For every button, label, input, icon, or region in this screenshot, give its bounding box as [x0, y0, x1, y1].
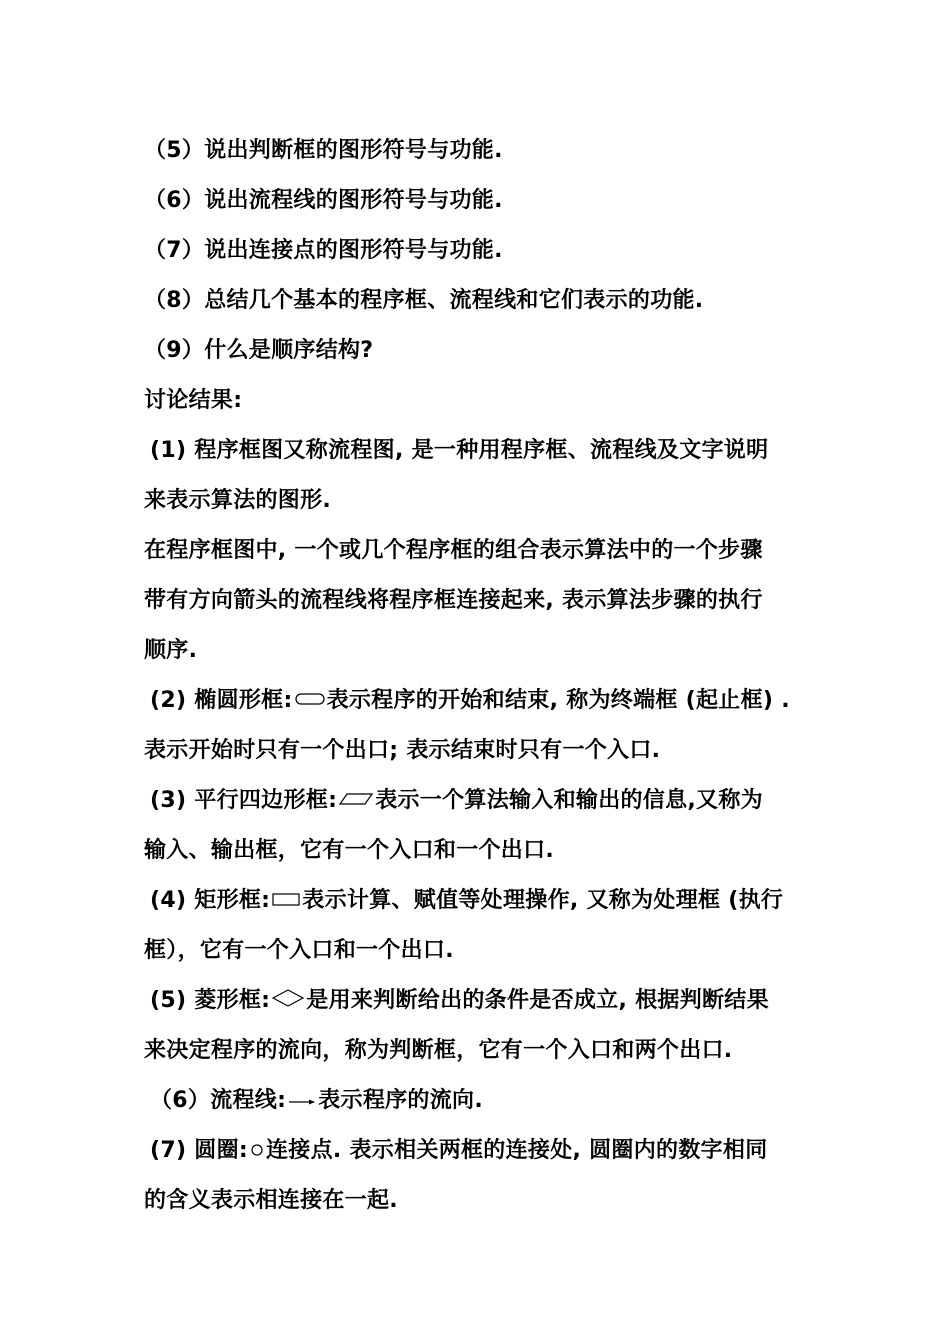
parallelogram-symbol-icon [339, 786, 373, 816]
answer-1-line-2: 来表示算法的图形. [144, 488, 332, 513]
answer-2-line-2: 表示开始时只有一个出口; 表示结束时只有一个入口. [144, 738, 661, 763]
arrow-symbol-icon [288, 1086, 316, 1116]
answer-6-label: （6）流程线: [150, 1088, 287, 1113]
answer-6-text: 表示程序的流向. [318, 1088, 483, 1113]
answer-4-label: (4) 矩形框: [150, 888, 271, 913]
answer-3-text: 表示一个算法输入和输出的信息,又称为 [375, 788, 763, 813]
answer-1-line-3: 在程序框图中, 一个或几个程序框的组合表示算法中的一个步骤 [144, 538, 763, 563]
answer-7-line-1 [150, 1136, 768, 1166]
answer-7-text: 连接点. 表示相关两框的连接处, 圆圈内的数字相同 [265, 1138, 768, 1163]
answer-4-line-1 [150, 886, 783, 916]
answer-2-text: 表示程序的开始和结束, 称为终端框 (起止框) . [326, 688, 790, 713]
answer-1-line-5: 顺序. [144, 638, 198, 663]
question-6: （6）说出流程线的图形符号与功能. [144, 188, 503, 213]
answer-7-label: (7) 圆圈: [150, 1138, 248, 1163]
answer-5-line-2: 来决定程序的流向，称为判断框，它有一个入口和两个出口. [144, 1038, 733, 1063]
question-5: （5）说出判断框的图形符号与功能. [144, 138, 503, 163]
answer-4-text: 表示计算、赋值等处理操作, 又称为处理框 (执行 [302, 888, 784, 913]
answer-5-label: (5) 菱形框: [150, 988, 271, 1013]
rectangle-symbol-icon [272, 886, 300, 916]
answer-3-label: (3) 平行四边形框: [150, 788, 338, 813]
discussion-heading: 讨论结果: [144, 388, 243, 413]
answer-4-line-2: 框），它有一个入口和一个出口. [144, 938, 454, 963]
diamond-symbol-icon [272, 986, 304, 1016]
answer-5-text: 是用来判断给出的条件是否成立, 根据判断结果 [306, 988, 769, 1013]
answer-1-line-1: (1) 程序框图又称流程图, 是一种用程序框、流程线及文字说明 [150, 438, 769, 463]
answer-7-line-2: 的含义表示相连接在一起. [144, 1188, 398, 1213]
question-8: （8）总结几个基本的程序框、流程线和它们表示的功能. [144, 288, 704, 313]
answer-1-line-4: 带有方向箭头的流程线将程序框连接起来, 表示算法步骤的执行 [144, 588, 763, 613]
answer-3-line-2: 输入、输出框，它有一个入口和一个出口. [144, 838, 555, 863]
answer-6-line-1 [150, 1086, 483, 1116]
answer-2-label: (2) 椭圆形框: [150, 688, 293, 713]
circle-symbol-icon [250, 1136, 264, 1166]
answer-3-line-1 [150, 786, 763, 816]
answer-5-line-1 [150, 986, 769, 1016]
question-9: （9）什么是顺序结构? [144, 338, 374, 363]
question-7: （7）说出连接点的图形符号与功能. [144, 238, 503, 263]
oval-symbol-icon [295, 686, 325, 716]
answer-2-line-1 [150, 686, 790, 716]
